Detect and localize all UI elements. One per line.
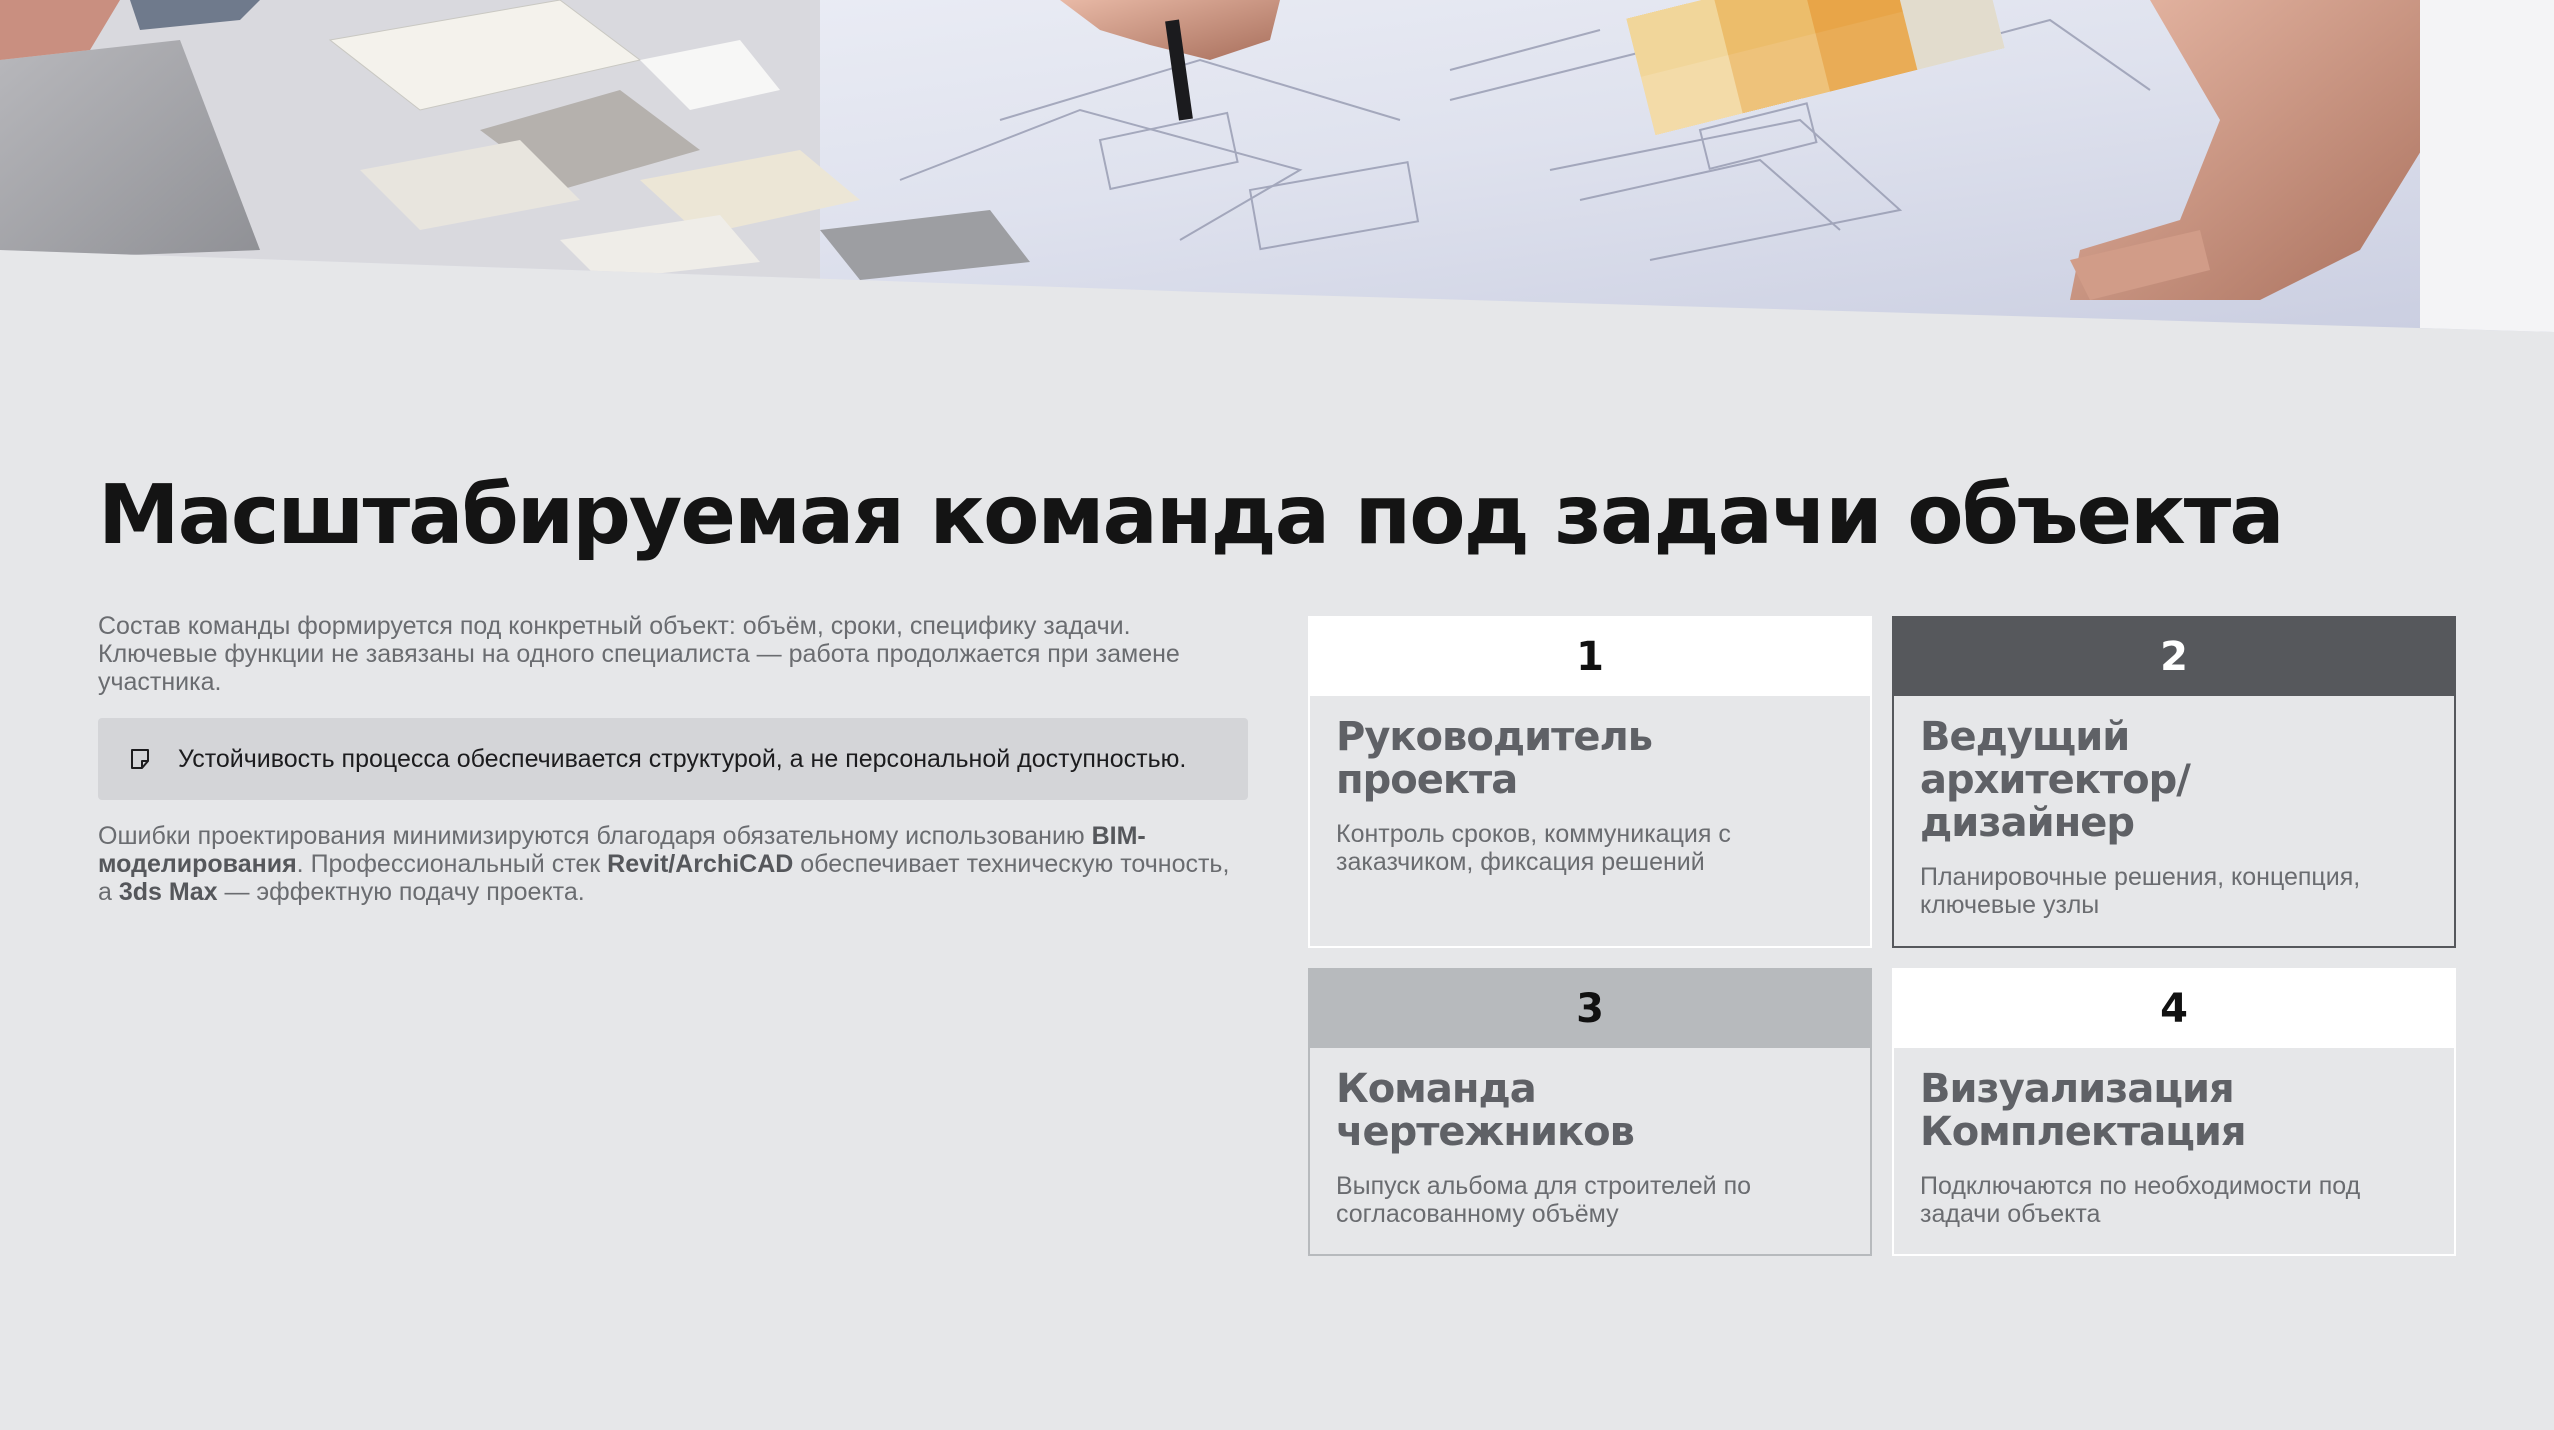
card-description: Контроль сроков, коммуникация с заказчиком, фиксация решений <box>1336 820 1731 876</box>
note-callout <box>98 718 1248 800</box>
card-number: 4 <box>1894 970 2454 1048</box>
note-icon <box>128 747 152 771</box>
card-lead-architect <box>1892 616 2456 948</box>
card-description: Подключаются по необходимости под задачи объекта <box>1920 1172 2361 1228</box>
card-title: Ведущий архитектор/ дизайнер <box>1920 714 2190 846</box>
revit-highlight: Revit/ArchiCAD <box>607 850 794 878</box>
card-visualization <box>1892 968 2456 1256</box>
card-title: Руководитель проекта <box>1336 714 1653 803</box>
bim-highlight: BIM-моделирования <box>98 822 1146 878</box>
team-cards <box>1308 616 2456 1256</box>
card-description: Выпуск альбома для строителей по согласованному объёму <box>1336 1172 1752 1228</box>
intro-text: Состав команды формируется под конкретный объект: объём, сроки, специфику задачи. Ключевые функции не завязаны на одного специалиста — работа продолжается при замене участника. <box>98 612 1180 696</box>
hero-photo <box>0 0 2554 340</box>
card-description: Планировочные решения, концепция, ключевые узлы <box>1920 863 2361 919</box>
description-column <box>98 612 1248 906</box>
note-text: Устойчивость процесса обеспечивается структурой, а не персональной доступностью. <box>178 744 1187 773</box>
card-title: Команда чертежников <box>1336 1066 1634 1155</box>
card-number: 3 <box>1310 970 1870 1048</box>
card-number: 2 <box>1894 618 2454 696</box>
card-number: 1 <box>1310 618 1870 696</box>
3dsmax-highlight: 3ds Max <box>118 878 218 906</box>
card-drafters-team <box>1308 968 1872 1256</box>
card-project-manager <box>1308 616 1872 948</box>
tools-text: Ошибки проектирования минимизируются благодаря обязательному использованию BIM-моделирования. Профессиональный стек Revit/ArchiCAD обеспечивает техническую точность, а 3ds Max — эффектную подачу проекта. <box>98 822 1230 906</box>
page-title: Масштабируемая команда под задачи объекта <box>98 468 2283 563</box>
card-title: Визуализация Комплектация <box>1920 1066 2246 1155</box>
